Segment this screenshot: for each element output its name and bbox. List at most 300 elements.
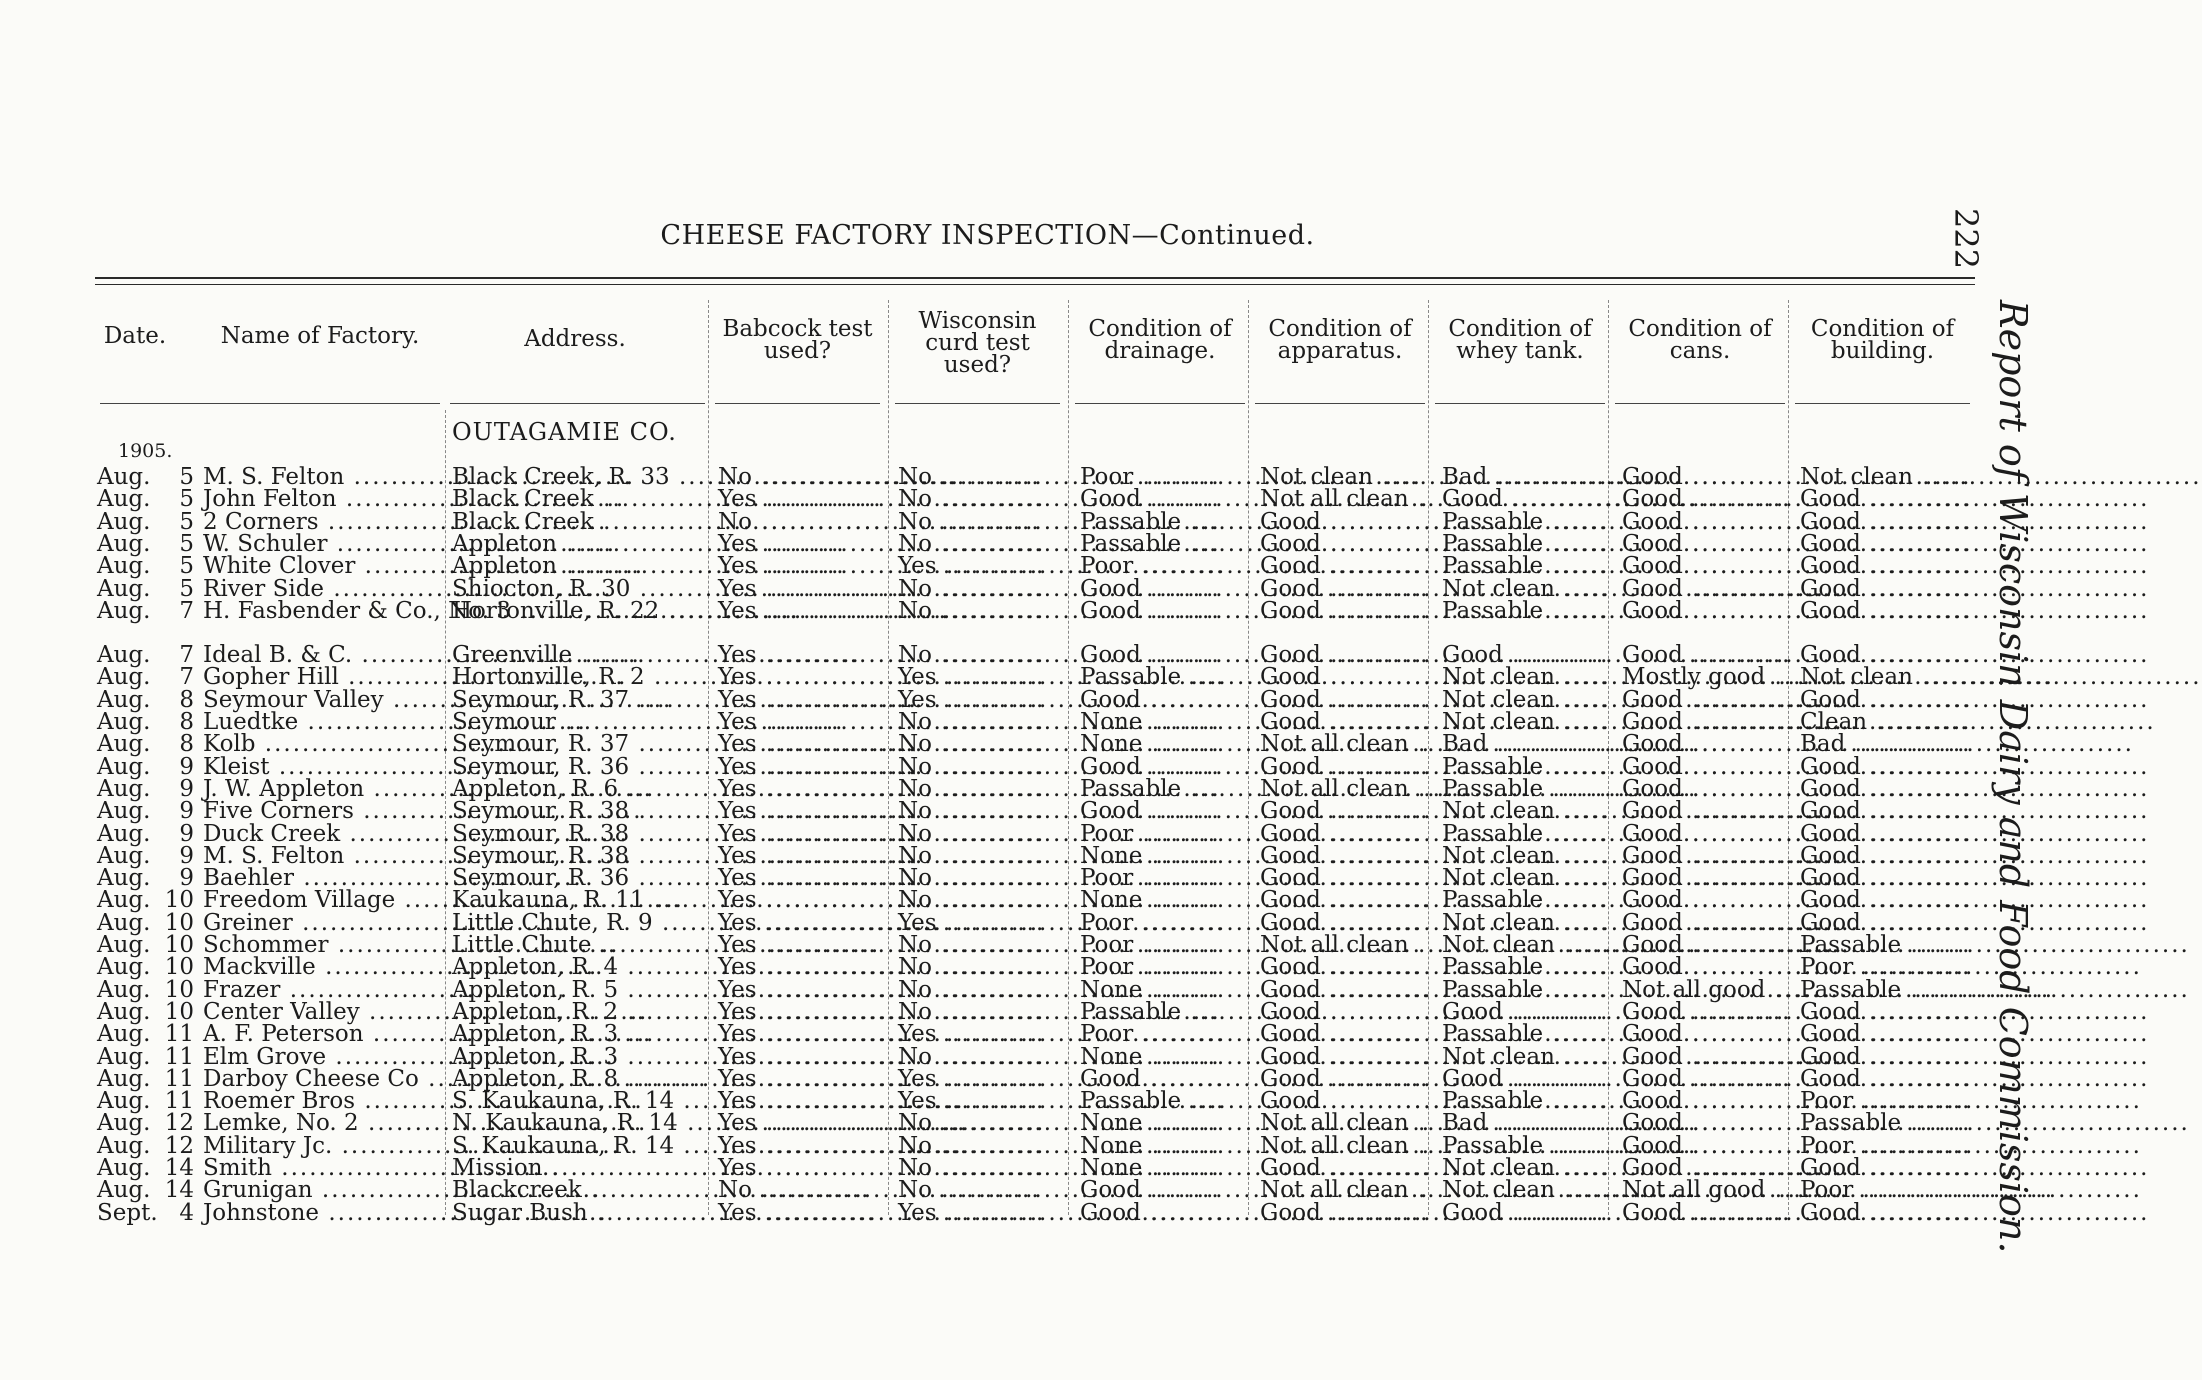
- cell-drainage: Poor .....: [1080, 466, 1245, 488]
- cell-cans: Not all good .....: [1622, 979, 1785, 1001]
- cell-day: 4: [179, 1199, 194, 1226]
- cell-cans: Good .....: [1622, 956, 1785, 978]
- cell-month: Aug.: [97, 642, 151, 669]
- header-cans: Condition of cans.: [1628, 316, 1772, 364]
- cell-day: 9: [179, 775, 194, 802]
- cell-whey: Bad .....: [1442, 466, 1605, 488]
- cell-cans: Good .....: [1622, 1090, 1785, 1112]
- cell-apparatus: Good .....: [1260, 889, 1425, 911]
- cell-name: White Clover .....: [203, 555, 440, 577]
- cell-curd: No .....: [898, 800, 1063, 822]
- cell-cans: Good .....: [1622, 778, 1785, 800]
- cell-month: Aug.: [97, 887, 151, 914]
- cell-apparatus: Good .....: [1260, 845, 1425, 867]
- cell-name: River Side .....: [203, 578, 440, 600]
- cell-cans: Good .....: [1622, 1157, 1785, 1179]
- table-row: [0, 575, 1975, 602]
- cell-day: 14: [164, 1155, 194, 1181]
- cell-curd: No .....: [898, 956, 1063, 978]
- cell-whey: Not clean .....: [1442, 1179, 1605, 1201]
- cell-apparatus: Not all clean .....: [1260, 488, 1425, 510]
- cell-address: Appleton .....: [452, 533, 704, 555]
- cell-drainage: Poor .....: [1080, 912, 1245, 934]
- cell-address: Greenville .....: [452, 644, 704, 666]
- cell-whey: Passable .....: [1442, 511, 1605, 533]
- page-number: 222: [1947, 208, 1985, 270]
- cell-babcock: Yes .....: [718, 1090, 883, 1112]
- cell-building: Good .....: [1800, 689, 1965, 711]
- cell-month: Sept.: [97, 1199, 158, 1226]
- cell-babcock: Yes .....: [718, 689, 883, 711]
- cell-month: Aug.: [97, 1155, 151, 1181]
- cell-apparatus: Not all clean .....: [1260, 1135, 1425, 1157]
- header-underline: [715, 403, 880, 404]
- cell-name: M. S. Felton .....: [203, 466, 440, 488]
- cell-babcock: Yes .....: [718, 488, 883, 510]
- cell-name: J. W. Appleton .....: [203, 778, 440, 800]
- cell-whey: Passable .....: [1442, 600, 1605, 622]
- cell-address: Appleton, R. 3 .....: [452, 1046, 704, 1068]
- cell-address: Blackcreek .....: [452, 1179, 704, 1201]
- cell-address: Seymour .....: [452, 711, 704, 733]
- cell-address: Seymour, R. 36 .....: [452, 756, 704, 778]
- table-row: [0, 865, 1975, 892]
- cell-building: Good .....: [1800, 1157, 1965, 1179]
- cell-babcock: Yes .....: [718, 555, 883, 577]
- cell-address: Appleton, R. 4 .....: [452, 956, 704, 978]
- cell-curd: Yes .....: [898, 689, 1063, 711]
- cell-address: Black Creek .....: [452, 488, 704, 510]
- cell-month: Aug.: [97, 731, 151, 758]
- cell-babcock: Yes .....: [718, 956, 883, 978]
- cell-building: Good .....: [1800, 644, 1965, 666]
- table-row: [0, 731, 1975, 758]
- cell-babcock: Yes .....: [718, 756, 883, 778]
- cell-name: Luedtke .....: [203, 711, 440, 733]
- cell-babcock: Yes .....: [718, 533, 883, 555]
- cell-drainage: Poor .....: [1080, 555, 1245, 577]
- header-name: Name of Factory.: [220, 323, 420, 349]
- cell-cans: Good .....: [1622, 1112, 1785, 1134]
- cell-babcock: Yes .....: [718, 1023, 883, 1045]
- cell-building: Good .....: [1800, 1023, 1965, 1045]
- cell-babcock: Yes .....: [718, 778, 883, 800]
- cell-name: Ideal B. & C. .....: [203, 644, 440, 666]
- cell-whey: Passable .....: [1442, 533, 1605, 555]
- cell-day: 10: [164, 909, 194, 936]
- cell-name: Kolb .....: [203, 733, 440, 755]
- cell-curd: No .....: [898, 1046, 1063, 1068]
- cell-drainage: Good .....: [1080, 689, 1245, 711]
- cell-cans: Good .....: [1622, 689, 1785, 711]
- cell-address: Sugar Bush .....: [452, 1202, 704, 1224]
- table-row: [0, 1088, 1975, 1115]
- cell-month: Aug.: [97, 909, 151, 936]
- cell-babcock: No .....: [718, 466, 883, 488]
- cell-name: Elm Grove .....: [203, 1046, 440, 1068]
- table-row: [0, 998, 1975, 1025]
- cell-curd: No .....: [898, 979, 1063, 1001]
- cell-name: Lemke, No. 2 .....: [203, 1112, 440, 1134]
- cell-month: Aug.: [97, 508, 151, 535]
- table-row: [0, 1043, 1975, 1070]
- cell-curd: No .....: [898, 889, 1063, 911]
- cell-drainage: Good .....: [1080, 644, 1245, 666]
- cell-name: Roemer Bros .....: [203, 1090, 440, 1112]
- cell-cans: Good .....: [1622, 711, 1785, 733]
- cell-cans: Good .....: [1622, 1046, 1785, 1068]
- cell-name: Kleist .....: [203, 756, 440, 778]
- cell-curd: No .....: [898, 511, 1063, 533]
- cell-address: N. Kaukauna, R. 14 .....: [452, 1112, 704, 1134]
- header-curd: Wisconsin curd test used?: [918, 308, 1037, 378]
- cell-address: Appleton, R. 5 .....: [452, 979, 704, 1001]
- cell-day: 10: [164, 954, 194, 981]
- cell-curd: Yes .....: [898, 1090, 1063, 1112]
- header-underline: [895, 403, 1060, 404]
- cell-address: Black Creek, R. 33 .....: [452, 466, 704, 488]
- cell-apparatus: Good .....: [1260, 689, 1425, 711]
- cell-apparatus: Good .....: [1260, 979, 1425, 1001]
- cell-curd: Yes .....: [898, 1068, 1063, 1090]
- cell-address: S. Kaukauna, R. 14 .....: [452, 1135, 704, 1157]
- cell-day: 8: [179, 731, 194, 758]
- cell-drainage: Good .....: [1080, 600, 1245, 622]
- cell-building: Poor .....: [1800, 1135, 1965, 1157]
- header-drainage: Condition of drainage.: [1088, 316, 1232, 364]
- cell-month: Aug.: [97, 1021, 151, 1048]
- cell-building: Good .....: [1800, 578, 1965, 600]
- cell-building: Good .....: [1800, 533, 1965, 555]
- cell-address: Seymour, R. 38 .....: [452, 823, 704, 845]
- cell-address: Hortonville, R. 2 .....: [452, 666, 704, 688]
- cell-babcock: Yes .....: [718, 867, 883, 889]
- cell-drainage: Good .....: [1080, 488, 1245, 510]
- cell-babcock: Yes .....: [718, 1068, 883, 1090]
- cell-name: Mackville .....: [203, 956, 440, 978]
- cell-curd: No .....: [898, 934, 1063, 956]
- table-row: [0, 553, 1975, 580]
- cell-curd: No .....: [898, 1135, 1063, 1157]
- cell-month: Aug.: [97, 530, 151, 557]
- cell-babcock: Yes .....: [718, 1001, 883, 1023]
- cell-whey: Not clean .....: [1442, 845, 1605, 867]
- cell-month: Aug.: [97, 709, 151, 735]
- cell-drainage: Good .....: [1080, 1068, 1245, 1090]
- cell-drainage: None .....: [1080, 1157, 1245, 1179]
- cell-apparatus: Not all clean .....: [1260, 1112, 1425, 1134]
- cell-building: Passable .....: [1800, 934, 1965, 956]
- cell-name: Freedom Village .....: [203, 889, 440, 911]
- cell-apparatus: Not all clean .....: [1260, 934, 1425, 956]
- table-row: [0, 934, 1975, 956]
- cell-cans: Good .....: [1622, 555, 1785, 577]
- cell-day: 11: [164, 1043, 194, 1070]
- table-row: [0, 664, 1975, 691]
- cell-babcock: Yes .....: [718, 800, 883, 822]
- cell-building: Good .....: [1800, 845, 1965, 867]
- cell-curd: Yes .....: [898, 1202, 1063, 1224]
- cell-whey: Passable .....: [1442, 1023, 1605, 1045]
- cell-drainage: None .....: [1080, 1112, 1245, 1134]
- table-row: [0, 842, 1975, 869]
- cell-address: Black Creek .....: [452, 511, 704, 533]
- cell-curd: No .....: [898, 778, 1063, 800]
- table-row: [0, 954, 1975, 981]
- cell-whey: Passable .....: [1442, 1090, 1605, 1112]
- cell-month: Aug.: [97, 998, 151, 1025]
- cell-babcock: Yes .....: [718, 823, 883, 845]
- cell-name: W. Schuler .....: [203, 533, 440, 555]
- cell-babcock: Yes .....: [718, 1135, 883, 1157]
- cell-curd: Yes .....: [898, 1023, 1063, 1045]
- cell-apparatus: Good .....: [1260, 711, 1425, 733]
- table-row: [0, 909, 1975, 936]
- cell-curd: No .....: [898, 488, 1063, 510]
- cell-address: Seymour, R. 37 .....: [452, 689, 704, 711]
- cell-whey: Passable .....: [1442, 778, 1605, 800]
- cell-curd: No .....: [898, 733, 1063, 755]
- table-row: [0, 1157, 1975, 1179]
- cell-cans: Not all good .....: [1622, 1179, 1785, 1201]
- cell-apparatus: Good .....: [1260, 867, 1425, 889]
- cell-babcock: Yes .....: [718, 1157, 883, 1179]
- cell-day: 12: [164, 1110, 194, 1137]
- cell-curd: No .....: [898, 533, 1063, 555]
- table-row: [0, 597, 1975, 624]
- cell-curd: No .....: [898, 1001, 1063, 1023]
- cell-building: Passable .....: [1800, 1112, 1965, 1134]
- table-row: [0, 686, 1975, 713]
- header-underline: [450, 403, 705, 404]
- cell-apparatus: Good .....: [1260, 756, 1425, 778]
- table-row: [0, 798, 1975, 825]
- cell-babcock: Yes .....: [718, 733, 883, 755]
- cell-day: 10: [164, 976, 194, 1003]
- cell-day: 5: [179, 553, 194, 580]
- header-underline: [1255, 403, 1425, 404]
- cell-cans: Good .....: [1622, 845, 1785, 867]
- cell-name: Gopher Hill .....: [203, 666, 440, 688]
- cell-building: Not clean .....: [1800, 466, 1965, 488]
- cell-day: 7: [179, 597, 194, 624]
- cell-address: Little Chute .....: [452, 934, 704, 956]
- cell-building: Good .....: [1800, 823, 1965, 845]
- cell-day: 11: [164, 1088, 194, 1115]
- cell-name: Duck Creek .....: [203, 823, 440, 845]
- cell-drainage: None .....: [1080, 733, 1245, 755]
- cell-day: 5: [179, 486, 194, 513]
- cell-whey: Not clean .....: [1442, 912, 1605, 934]
- cell-babcock: Yes .....: [718, 979, 883, 1001]
- cell-whey: Good .....: [1442, 488, 1605, 510]
- cell-drainage: Poor .....: [1080, 823, 1245, 845]
- cell-building: Good .....: [1800, 867, 1965, 889]
- cell-day: 7: [179, 642, 194, 669]
- county-heading: OUTAGAMIE CO.: [452, 418, 677, 446]
- cell-name: John Felton .....: [203, 488, 440, 510]
- cell-month: Aug.: [97, 1177, 151, 1204]
- cell-babcock: Yes .....: [718, 600, 883, 622]
- cell-month: Aug.: [97, 464, 151, 490]
- cell-day: 10: [164, 932, 194, 958]
- cell-whey: Good .....: [1442, 1001, 1605, 1023]
- cell-drainage: Passable .....: [1080, 511, 1245, 533]
- cell-whey: Passable .....: [1442, 1135, 1605, 1157]
- cell-address: Kaukauna, R. 11 .....: [452, 889, 704, 911]
- cell-building: Good .....: [1800, 889, 1965, 911]
- cell-day: 9: [179, 842, 194, 869]
- cell-drainage: Passable .....: [1080, 666, 1245, 688]
- cell-drainage: Good .....: [1080, 1202, 1245, 1224]
- cell-day: 14: [164, 1177, 194, 1204]
- cell-apparatus: Good .....: [1260, 1202, 1425, 1224]
- cell-day: 5: [179, 464, 194, 490]
- cell-babcock: Yes .....: [718, 578, 883, 600]
- cell-address: Appleton, R. 2 .....: [452, 1001, 704, 1023]
- cell-babcock: Yes .....: [718, 912, 883, 934]
- cell-day: 9: [179, 865, 194, 892]
- cell-month: Aug.: [97, 1065, 151, 1092]
- cell-babcock: Yes .....: [718, 1202, 883, 1224]
- cell-building: Good .....: [1800, 511, 1965, 533]
- cell-curd: No .....: [898, 578, 1063, 600]
- cell-name: Smith .....: [203, 1157, 440, 1179]
- cell-month: Aug.: [97, 1043, 151, 1070]
- cell-address: Seymour, R. 37 .....: [452, 733, 704, 755]
- cell-building: Good .....: [1800, 600, 1965, 622]
- cell-building: Poor .....: [1800, 956, 1965, 978]
- cell-apparatus: Not all clean .....: [1260, 1179, 1425, 1201]
- cell-cans: Good .....: [1622, 1001, 1785, 1023]
- table-row: [0, 1065, 1975, 1092]
- cell-building: Good .....: [1800, 555, 1965, 577]
- cell-address: Shiocton, R. 30 .....: [452, 578, 704, 600]
- cell-building: Good .....: [1800, 1046, 1965, 1068]
- cell-day: 8: [179, 709, 194, 735]
- cell-month: Aug.: [97, 1132, 151, 1159]
- cell-name: Schommer .....: [203, 934, 440, 956]
- cell-name: Center Valley .....: [203, 1001, 440, 1023]
- table-row: [0, 642, 1975, 669]
- cell-cans: Good .....: [1622, 823, 1785, 845]
- cell-apparatus: Good .....: [1260, 1023, 1425, 1045]
- cell-cans: Good .....: [1622, 1135, 1785, 1157]
- cell-curd: Yes .....: [898, 912, 1063, 934]
- cell-apparatus: Not clean .....: [1260, 466, 1425, 488]
- cell-drainage: Passable .....: [1080, 778, 1245, 800]
- cell-month: Aug.: [97, 553, 151, 580]
- cell-apparatus: Good .....: [1260, 1090, 1425, 1112]
- cell-apparatus: Good .....: [1260, 823, 1425, 845]
- cell-building: Poor .....: [1800, 1179, 1965, 1201]
- cell-whey: Not clean .....: [1442, 711, 1605, 733]
- cell-name: Baehler .....: [203, 867, 440, 889]
- cell-drainage: Good .....: [1080, 800, 1245, 822]
- cell-cans: Good .....: [1622, 488, 1785, 510]
- cell-building: Good .....: [1800, 756, 1965, 778]
- cell-apparatus: Good .....: [1260, 600, 1425, 622]
- cell-cans: Good .....: [1622, 912, 1785, 934]
- cell-apparatus: Good .....: [1260, 578, 1425, 600]
- cell-babcock: Yes .....: [718, 1112, 883, 1134]
- cell-drainage: Poor .....: [1080, 934, 1245, 956]
- cell-cans: Good .....: [1622, 511, 1785, 533]
- cell-apparatus: Not all clean .....: [1260, 778, 1425, 800]
- cell-whey: Not clean .....: [1442, 934, 1605, 956]
- cell-cans: Good .....: [1622, 889, 1785, 911]
- cell-whey: Good .....: [1442, 1068, 1605, 1090]
- cell-building: Not clean .....: [1800, 666, 1965, 688]
- cell-address: Appleton, R. 3 .....: [452, 1023, 704, 1045]
- cell-month: Aug.: [97, 575, 151, 602]
- cell-name: M. S. Felton .....: [203, 845, 440, 867]
- cell-month: Aug.: [97, 1110, 151, 1137]
- cell-curd: No .....: [898, 1157, 1063, 1179]
- cell-cans: Good .....: [1622, 644, 1785, 666]
- cell-month: Aug.: [97, 664, 151, 691]
- cell-whey: Not clean .....: [1442, 578, 1605, 600]
- table-row: [0, 976, 1975, 1003]
- cell-day: 11: [164, 1021, 194, 1048]
- cell-whey: Passable .....: [1442, 889, 1605, 911]
- cell-curd: No .....: [898, 823, 1063, 845]
- header-underline: [1435, 403, 1605, 404]
- cell-drainage: Poor .....: [1080, 1023, 1245, 1045]
- running-title: Report of Wisconsin Dairy and Food Commission.: [1991, 300, 2035, 1254]
- cell-address: Mission .....: [452, 1157, 704, 1179]
- cell-cans: Good .....: [1622, 1068, 1785, 1090]
- cell-whey: Good .....: [1442, 644, 1605, 666]
- cell-month: Aug.: [97, 798, 151, 825]
- cell-cans: Good .....: [1622, 578, 1785, 600]
- cell-curd: No .....: [898, 1179, 1063, 1201]
- cell-drainage: Poor .....: [1080, 867, 1245, 889]
- cell-whey: Not clean .....: [1442, 1046, 1605, 1068]
- cell-curd: No .....: [898, 644, 1063, 666]
- cell-address: Seymour, R. 38 .....: [452, 800, 704, 822]
- cell-drainage: Good .....: [1080, 578, 1245, 600]
- cell-apparatus: Good .....: [1260, 1001, 1425, 1023]
- table-row: [0, 466, 1975, 488]
- cell-babcock: No .....: [718, 511, 883, 533]
- cell-building: Clean .....: [1800, 711, 1965, 733]
- cell-cans: Good .....: [1622, 934, 1785, 956]
- cell-curd: No .....: [898, 1112, 1063, 1134]
- cell-name: 2 Corners .....: [203, 511, 440, 533]
- table-row: [0, 820, 1975, 847]
- cell-whey: Passable .....: [1442, 979, 1605, 1001]
- cell-drainage: Passable .....: [1080, 533, 1245, 555]
- header-address: Address.: [524, 326, 626, 352]
- cell-whey: Not clean .....: [1442, 1157, 1605, 1179]
- cell-drainage: None .....: [1080, 979, 1245, 1001]
- cell-curd: No .....: [898, 867, 1063, 889]
- header-apparatus: Condition of apparatus.: [1268, 316, 1412, 364]
- header-date: Date.: [103, 323, 167, 349]
- cell-month: Aug.: [97, 486, 151, 513]
- cell-cans: Good .....: [1622, 466, 1785, 488]
- cell-drainage: None .....: [1080, 711, 1245, 733]
- cell-babcock: Yes .....: [718, 666, 883, 688]
- cell-babcock: Yes .....: [718, 644, 883, 666]
- cell-babcock: Yes .....: [718, 1046, 883, 1068]
- cell-month: Aug.: [97, 686, 151, 713]
- cell-day: 7: [179, 664, 194, 691]
- cell-drainage: None .....: [1080, 845, 1245, 867]
- cell-whey: Bad .....: [1442, 733, 1605, 755]
- cell-address: Hortonville, R. 22 .....: [452, 600, 704, 622]
